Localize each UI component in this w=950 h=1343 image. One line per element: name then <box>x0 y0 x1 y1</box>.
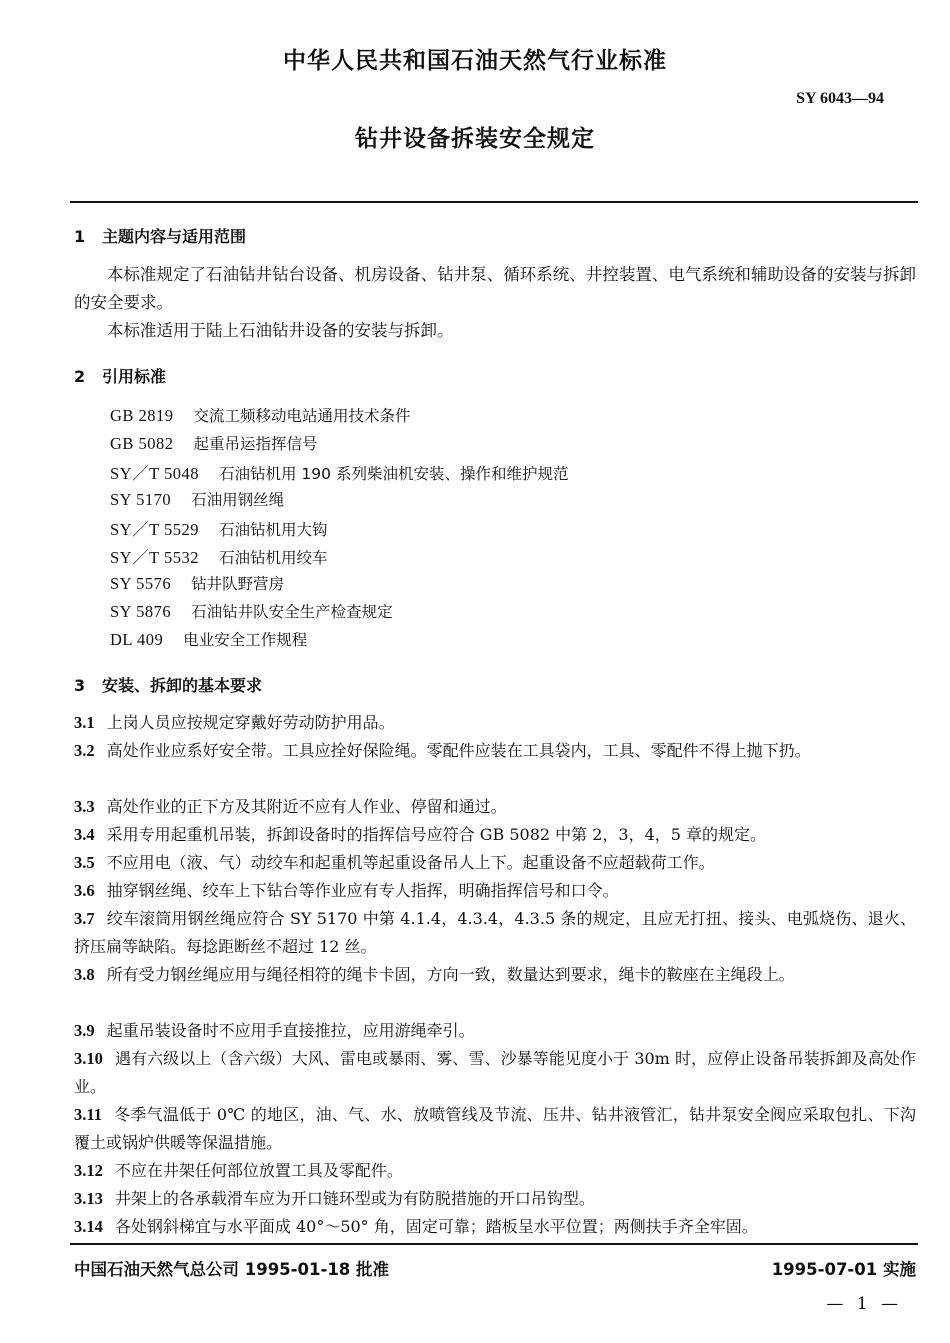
clause-number: 3.1 <box>74 713 95 732</box>
clause-text: 冬季气温低于 0℃ 的地区，油、气、水、放喷管线及节流、压井、钻井液管汇，钻井泵安全阀应采取包扎、下沟覆土或锅炉供暖等保温措施。 <box>74 1105 916 1152</box>
reference-title: 石油钻机用 190 系列柴油机安装、操作和维护规范 <box>219 465 569 483</box>
section-title: 引用标准 <box>102 367 167 386</box>
section-3-heading <box>74 673 262 696</box>
section-number: 2 <box>74 367 86 386</box>
clause <box>74 877 916 905</box>
clause-number: 3.2 <box>74 741 95 760</box>
paragraph: 本标准规定了石油钻井钻台设备、机房设备、钻井泵、循环系统、井控装置、电气系统和辅助设备的安装与拆卸的安全要求。 <box>74 265 916 312</box>
clause <box>74 1045 916 1101</box>
section-number: 3 <box>74 676 86 695</box>
clause-number: 3.4 <box>74 825 95 844</box>
clause-number: 3.12 <box>74 1161 103 1180</box>
section-title: 主题内容与适用范围 <box>102 227 247 246</box>
reference-code: SY／T 5048 <box>110 464 199 483</box>
clause-number: 3.6 <box>74 881 95 900</box>
reference-item <box>110 404 411 426</box>
clause-text: 不应在井架任何部位放置工具及零配件。 <box>114 1161 403 1180</box>
header-divider <box>70 201 918 203</box>
clause-number: 3.9 <box>74 1021 95 1040</box>
section-title: 安装、拆卸的基本要求 <box>102 676 263 695</box>
clause-text: 各处钢斜梯宜与水平面成 40°～50° 角，固定可靠；踏板呈水平位置；两侧扶手齐全牢固。 <box>114 1217 758 1236</box>
reference-code: SY／T 5529 <box>110 520 199 539</box>
clause <box>74 1185 916 1213</box>
reference-code: GB 2819 <box>110 406 174 425</box>
reference-title: 石油钻机用大钩 <box>219 521 328 539</box>
clause-number: 3.14 <box>74 1217 103 1236</box>
reference-title: 电业安全工作规程 <box>183 631 308 649</box>
reference-item <box>110 600 393 622</box>
clause-text: 上岗人员应按规定穿戴好劳动防护用品。 <box>106 713 395 732</box>
clause-text: 抽穿钢丝绳、绞车上下钻台等作业应有专人指挥，明确指挥信号和口令。 <box>106 881 619 900</box>
clause-number: 3.11 <box>74 1105 102 1124</box>
reference-code: GB 5082 <box>110 434 174 453</box>
clause <box>74 1213 916 1241</box>
clause-text: 高处作业的正下方及其附近不应有人作业、停留和通过。 <box>106 797 507 816</box>
clause-text: 井架上的各承载滑车应为开口链环型或为有防脱措施的开口吊钩型。 <box>114 1189 595 1208</box>
reference-title: 钻井队野营房 <box>191 575 285 593</box>
effective-date: 1995-07-01 实施 <box>771 1260 916 1279</box>
clause-number: 3.8 <box>74 965 95 984</box>
clause <box>74 737 916 765</box>
clause <box>74 1157 916 1185</box>
clause-text: 遇有六级以上（含六级）大风、雷电或暴雨、雾、雪、沙暴等能见度小于 30m 时，应停止设备吊装拆卸及高处作业。 <box>74 1049 916 1096</box>
clause-text: 所有受力钢丝绳应用与绳径相符的绳卡卡固，方向一致，数量达到要求，绳卡的鞍座在主绳段上。 <box>106 965 795 984</box>
reference-title: 石油钻机用绞车 <box>219 549 328 567</box>
reference-item <box>110 572 284 594</box>
reference-code: SY 5876 <box>110 602 172 621</box>
clause-number: 3.7 <box>74 909 95 928</box>
reference-code: DL 409 <box>110 630 164 649</box>
clause <box>74 1017 916 1045</box>
clause <box>74 1101 916 1157</box>
clause-number: 3.3 <box>74 797 95 816</box>
reference-title: 石油用钢丝绳 <box>191 491 285 509</box>
section-2-heading <box>74 364 166 387</box>
clause-text: 不应用电（液、气）动绞车和起重机等起重设备吊人上下。起重设备不应超载荷工作。 <box>106 853 715 872</box>
clause <box>74 821 916 849</box>
paragraph: 本标准适用于陆上石油钻井设备的安装与拆卸。 <box>107 321 454 340</box>
clause-text: 高处作业应系好安全带。工具应拴好保险绳。零配件应装在工具袋内，工具、零配件不得上抛下扔。 <box>106 741 811 760</box>
reference-item <box>110 516 328 540</box>
clause-number: 3.5 <box>74 853 95 872</box>
reference-item <box>110 544 328 568</box>
header-org-title: 中华人民共和国石油天然气行业标准 <box>283 48 667 74</box>
clause-text: 采用专用起重机吊装，拆卸设备时的指挥信号应符合 GB 5082 中第 2，3，4，5 章的规定。 <box>106 825 767 844</box>
clause-number: 3.13 <box>74 1189 103 1208</box>
clause <box>74 961 916 989</box>
reference-title: 起重吊运指挥信号 <box>193 435 318 453</box>
reference-item <box>110 432 318 454</box>
clause <box>74 793 916 821</box>
reference-item <box>110 488 284 510</box>
reference-item <box>110 628 307 650</box>
standard-number: SY 6043—94 <box>796 90 884 107</box>
clause-number: 3.10 <box>74 1049 103 1068</box>
approval-note: 中国石油天然气总公司 1995-01-18 批准 <box>74 1260 390 1279</box>
section-number: 1 <box>74 227 86 246</box>
clause <box>74 849 916 877</box>
reference-title: 交流工频移动电站通用技术条件 <box>193 407 411 425</box>
footer-divider <box>70 1243 918 1245</box>
document-title: 钻井设备拆装安全规定 <box>355 126 595 152</box>
reference-title: 石油钻井队安全生产检查规定 <box>191 603 393 621</box>
clause-text: 绞车滚筒用钢丝绳应符合 SY 5170 中第 4.1.4，4.3.4，4.3.5 条的规定，且应无打扭、接头、电弧烧伤、退火、挤压扁等缺陷。每捻距断丝不超过 12 丝。 <box>74 909 916 956</box>
page-number: — 1 — <box>826 1294 902 1314</box>
clause <box>74 709 916 737</box>
reference-code: SY 5170 <box>110 490 172 509</box>
clause <box>74 905 916 961</box>
reference-code: SY／T 5532 <box>110 548 199 567</box>
reference-item <box>110 460 568 484</box>
section-1-heading <box>74 224 246 247</box>
clause-text: 起重吊装设备时不应用手直接推拉，应用游绳牵引。 <box>106 1021 475 1040</box>
reference-code: SY 5576 <box>110 574 172 593</box>
